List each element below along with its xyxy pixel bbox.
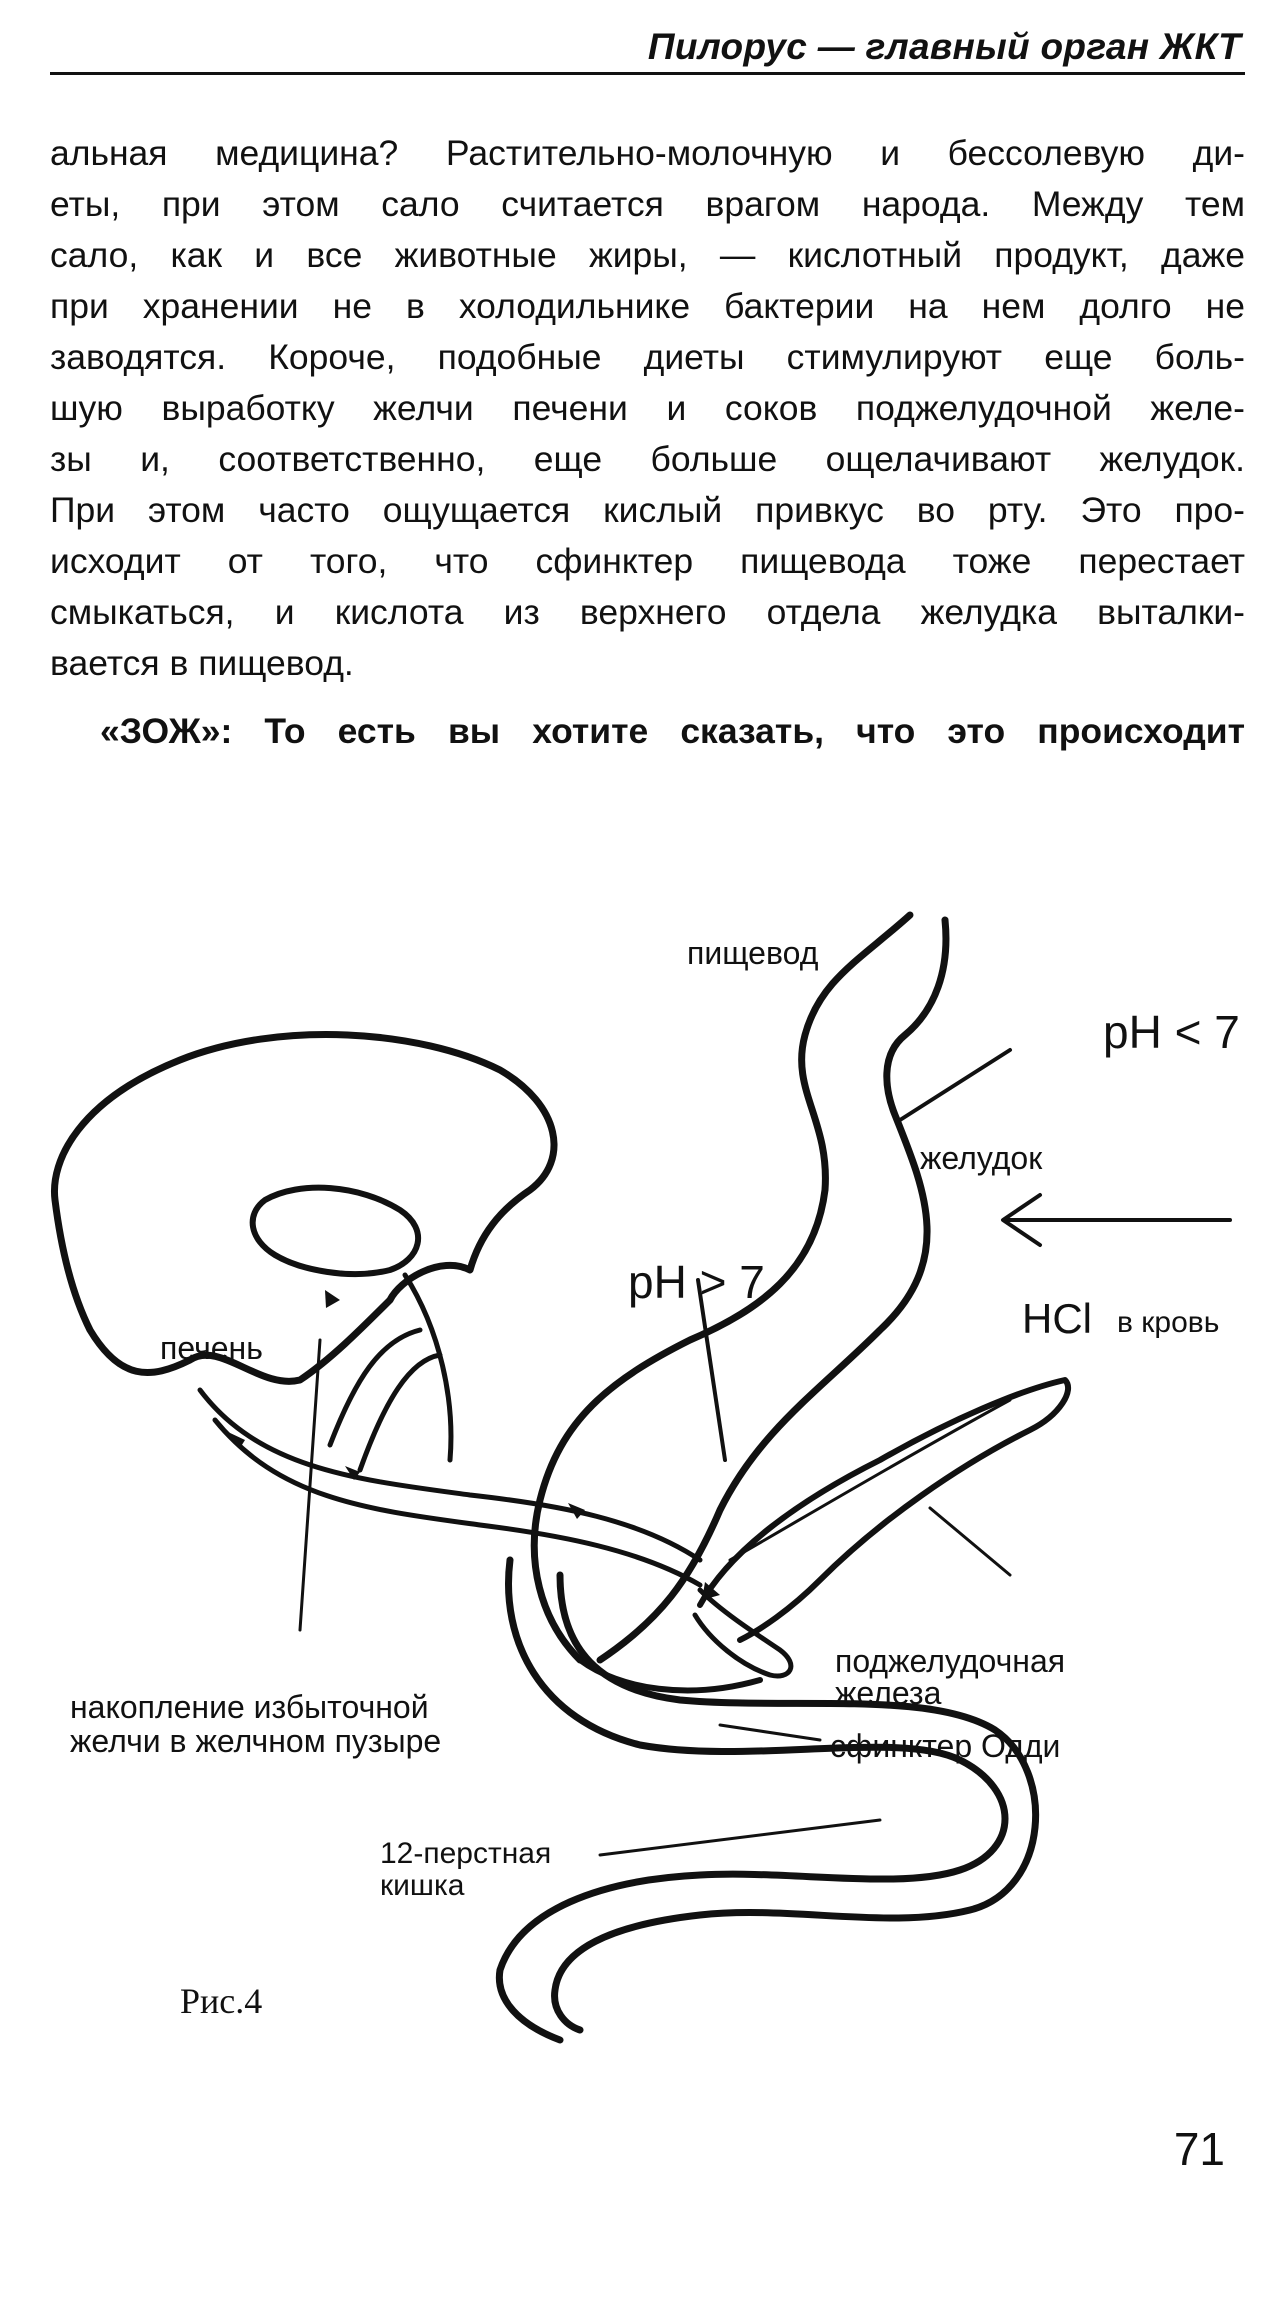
text-line: шую выработку желчи печени и соков поджелудочной желе- — [50, 388, 1245, 428]
text-line: зы и, соответственно, еще больше ощелачивают желудок. — [50, 439, 1245, 479]
header-title: Пилорус — главный орган ЖКТ — [647, 26, 1241, 67]
label-hcl-suffix: в кровь — [1117, 1306, 1220, 1339]
bile-flow-arrow — [325, 1290, 340, 1308]
liver-outline — [54, 1035, 554, 1382]
label-stomach: желудок — [920, 1140, 1043, 1176]
text-line: заводятся. Короче, подобные диеты стимулируют еще боль- — [50, 337, 1245, 377]
label-sphincter: сфинктер Одди — [830, 1728, 1061, 1764]
body-paragraph — [50, 128, 1245, 689]
bile-duct — [215, 1420, 700, 1585]
label-bile — [70, 1690, 441, 1758]
label-ph-alkaline: pH > 7 — [628, 1256, 765, 1308]
label-esophagus: пищевод — [687, 935, 819, 971]
anatomy-figure — [0, 860, 1275, 2120]
text-line: вается в пищевод. — [50, 643, 354, 683]
bile-duct — [360, 1355, 440, 1470]
bile-duct — [405, 1275, 451, 1460]
pointer-line — [600, 1820, 880, 1855]
label-pancreas-line2: железа — [835, 1675, 942, 1711]
pointer-line — [720, 1725, 820, 1740]
label-bile-line1: накопление избыточной — [70, 1689, 429, 1725]
pointer-line — [900, 1050, 1010, 1120]
text-line: альная медицина? Растительно-молочную и бессолевую ди- — [50, 133, 1245, 173]
gallbladder-outline — [253, 1188, 418, 1274]
running-header — [50, 22, 1245, 75]
page-number: 71 — [1173, 2123, 1225, 2175]
label-pancreas-line1: поджелудочная — [835, 1643, 1066, 1679]
interview-question: «ЗОЖ»: То есть вы хотите сказать, что это происходит — [100, 711, 1245, 751]
digestive-diagram — [0, 860, 1275, 2120]
text-line: еты, при этом сало считается врагом народа. Между тем — [50, 184, 1245, 224]
label-bile-line2: желчи в желчном пузыре — [70, 1723, 442, 1759]
label-ph-acid: pH < 7 — [1103, 1006, 1240, 1058]
text-line: смыкаться, и кислота из верхнего отдела желудка выталки- — [50, 592, 1245, 632]
label-duodenum-line2: кишка — [380, 1869, 465, 1902]
label-duodenum — [380, 1838, 551, 1902]
label-liver: печень — [160, 1330, 263, 1366]
label-hcl: HCl — [1022, 1295, 1092, 1342]
text-line: При этом часто ощущается кислый привкус во рту. Это про- — [50, 490, 1245, 530]
pointer-line — [930, 1508, 1010, 1575]
sphincter-outline — [695, 1590, 791, 1676]
text-line: исходит от того, что сфинктер пищевода тоже перестает — [50, 541, 1245, 581]
label-pancreas — [835, 1645, 1065, 1709]
figure-caption: Рис.4 — [180, 1981, 263, 2021]
text-line: сало, как и все животные жиры, — кислотный продукт, даже — [50, 235, 1245, 275]
label-duodenum-line1: 12-перстная — [380, 1837, 552, 1870]
pancreas-outline — [700, 1380, 1068, 1640]
text-line: при хранении не в холодильнике бактерии на нем долго не — [50, 286, 1245, 326]
